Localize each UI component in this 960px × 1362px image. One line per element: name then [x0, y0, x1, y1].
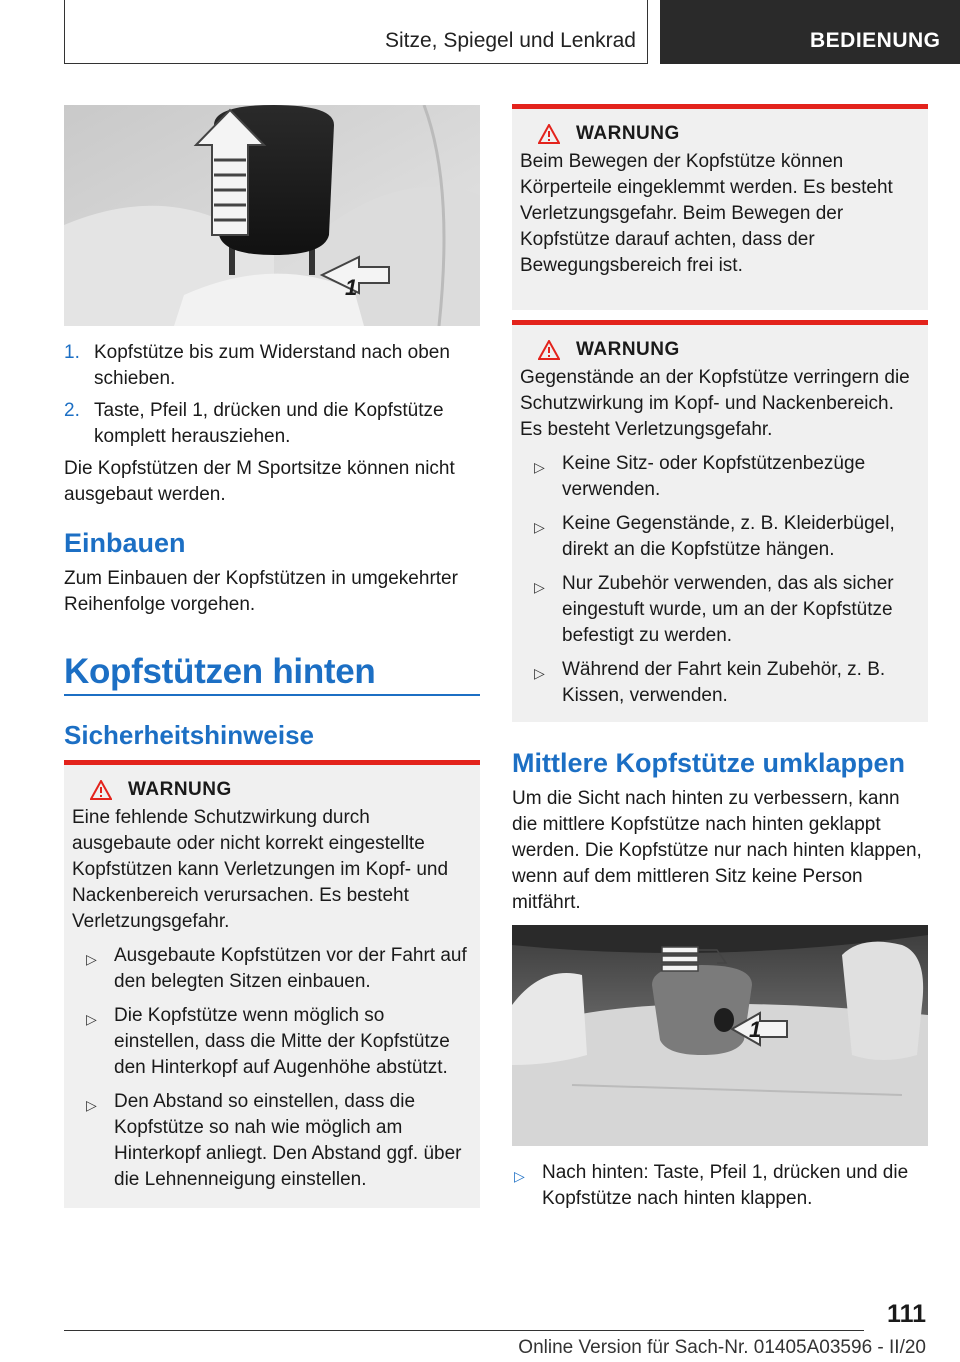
step-item — [64, 398, 480, 450]
headrest-removal-illustration — [64, 105, 480, 326]
bullet-text: Keine Gegenstände, z. B. Kleiderbügel, direkt an die Kopfstütze hängen. — [562, 513, 895, 560]
footer-text: Online Version für Sach-Nr. 01405A03596 - II/20 — [518, 1337, 926, 1358]
bullet-triangle-icon: ▷ — [86, 1011, 97, 1027]
einbauen-heading: Einbauen — [64, 528, 186, 558]
step-number: 2. — [64, 400, 80, 421]
figure-callout-1: 1 — [345, 275, 358, 300]
warning-box-pinching — [512, 104, 928, 310]
safety-heading: Sicherheitshinweise — [64, 720, 314, 750]
bullet-triangle-icon: ▷ — [534, 459, 545, 475]
warning-title: WARNUNG — [576, 123, 680, 144]
fold-instruction — [512, 1160, 958, 1212]
warning-header — [520, 123, 920, 145]
middle-headrest-text: Um die Sicht nach hinten zu verbessern, kann die mittlere Kopfstütze nach hinten geklappt werden. Die Kopfstütze nur nach hinten klappen, wenn auf dem mittleren Sitz keine Person mitfährt. — [512, 788, 922, 913]
step-text: Kopfstütze bis zum Widerstand nach oben schieben. — [94, 342, 450, 389]
warning-bullet — [72, 1003, 472, 1081]
warning-bullet — [72, 1089, 472, 1193]
step-number: 1. — [64, 342, 80, 363]
warning-text: Gegenstände an der Kopfstütze verringern die Schutzwirkung im Kopf- und Nackenbereich. Es besteht Verletzungsgefahr. — [520, 367, 910, 440]
removal-steps — [64, 340, 480, 508]
warning-header — [520, 339, 920, 361]
footer-rule — [64, 1330, 864, 1331]
page-number: 111 — [887, 1300, 926, 1328]
bullet-triangle-icon: ▷ — [534, 579, 545, 595]
warning-box-objects — [512, 320, 928, 722]
warning-text: Beim Bewegen der Kopfstütze können Körperteile eingeklemmt werden. Es besteht Verletzungsgefahr. Beim Bewegen der Kopfstütze darauf achten, dass der Bewegungsbereich frei ist. — [520, 151, 893, 276]
bullet-text: Keine Sitz- oder Kopfstützenbezüge verwenden. — [562, 453, 866, 500]
warning-triangle-icon — [538, 124, 560, 144]
m-sport-note: Die Kopfstützen der M Sportsitze können nicht ausgebaut werden. — [64, 458, 455, 505]
warning-title: WARNUNG — [576, 339, 680, 360]
bullet-triangle-icon: ▷ — [86, 1097, 97, 1113]
chapter-tab-label: BEDIENUNG — [810, 29, 941, 52]
warning-bullet — [520, 451, 920, 503]
warning-bullet — [520, 511, 920, 563]
fold-instruction-text: Nach hinten: Taste, Pfeil 1, drücken und die Kopfstütze nach hinten klappen. — [542, 1162, 909, 1209]
chapter-heading-rule — [64, 694, 480, 696]
warning-box-missing-headrest — [64, 760, 480, 1208]
warning-bullet — [520, 571, 920, 649]
warning-title: WARNUNG — [128, 779, 232, 800]
warning-bullet — [520, 657, 920, 709]
header-section-title: Sitze, Spiegel und Lenkrad — [384, 29, 636, 52]
warning-bullet — [72, 943, 472, 995]
chapter-heading: Kopfstützen hinten — [64, 652, 376, 691]
figure-callout-1: 1 — [749, 1017, 762, 1042]
bullet-triangle-icon: ▷ — [86, 951, 97, 967]
step-text: Taste, Pfeil 1, drücken und die Kopfstütze komplett herausziehen. — [94, 400, 444, 447]
middle-headrest-illustration — [512, 925, 928, 1146]
header-chapter-tab — [660, 0, 960, 64]
warning-triangle-icon — [90, 780, 112, 800]
warning-header — [72, 779, 472, 801]
einbauen-text: Zum Einbauen der Kopfstützen in umgekehrter Reihenfolge vorgehen. — [64, 568, 458, 615]
bullet-text: Ausgebaute Kopfstützen vor der Fahrt auf den belegten Sitzen einbauen. — [114, 945, 467, 992]
bullet-triangle-icon: ▷ — [534, 665, 545, 681]
bullet-text: Die Kopfstütze wenn möglich so einstellen, dass die Mitte der Kopfstütze den Hinterkopf auf Augenhöhe abstützt. — [114, 1005, 450, 1078]
warning-text: Eine fehlende Schutzwirkung durch ausgebaute oder nicht korrekt eingestellte Kopfstützen kann Verletzungen im Kopf- und Nackenbereich verursachen. Es besteht Verletzungsgefahr. — [72, 807, 449, 932]
middle-headrest-heading: Mittlere Kopfstütze umklappen — [512, 748, 906, 778]
warning-triangle-icon — [538, 340, 560, 360]
step-item — [64, 340, 480, 392]
bullet-text: Den Abstand so einstellen, dass die Kopfstütze so nah wie möglich am Hinterkopf anliegt. Den Abstand ggf. über die Lehnenneigung einstellen. — [114, 1091, 462, 1190]
bullet-triangle-icon: ▷ — [534, 519, 545, 535]
bullet-triangle-icon: ▷ — [514, 1168, 525, 1184]
bullet-text: Während der Fahrt kein Zubehör, z. B. Kissen, verwenden. — [562, 659, 886, 706]
bullet-text: Nur Zubehör verwenden, das als sicher eingestuft wurde, um an der Kopfstütze befestigt zu werden. — [562, 573, 894, 646]
